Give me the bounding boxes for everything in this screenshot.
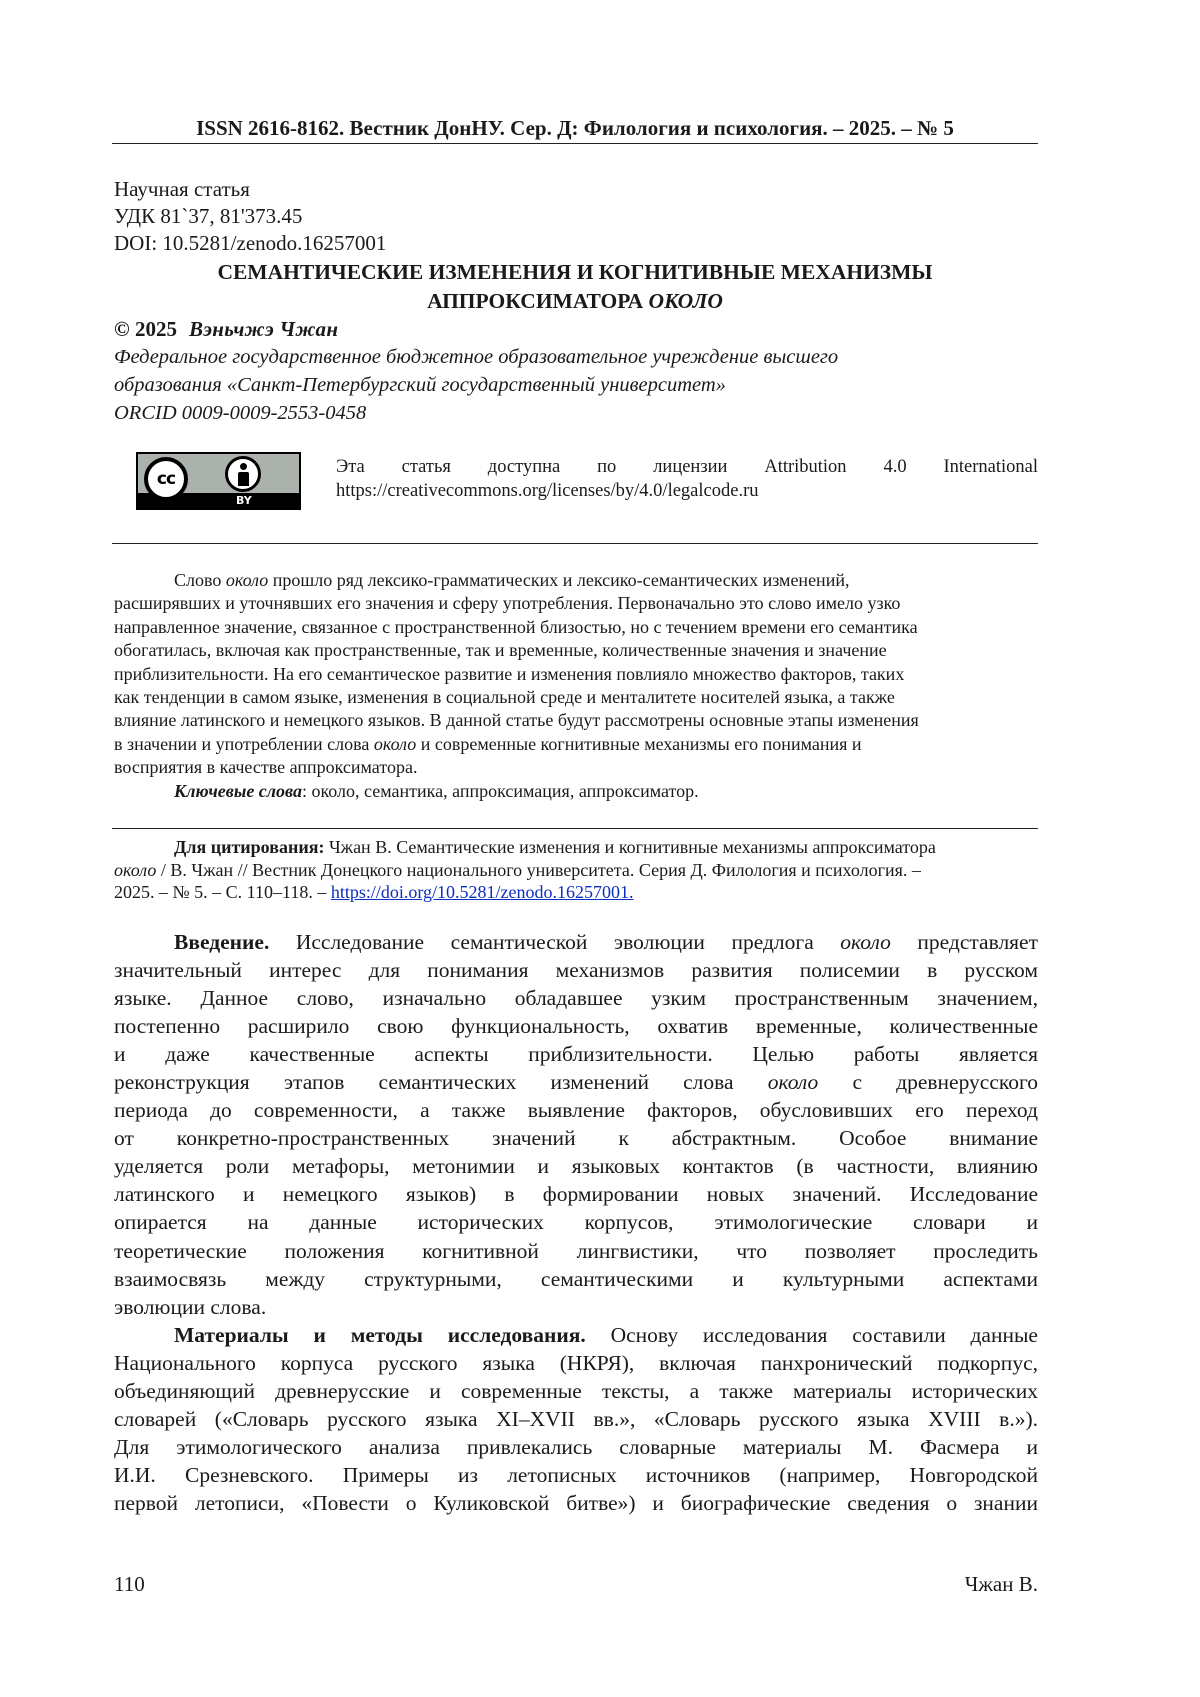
cc-icon: cc xyxy=(144,457,188,501)
abstract-line xyxy=(114,733,1038,756)
page-number: 110 xyxy=(114,1572,145,1596)
cc-by-license-badge xyxy=(136,452,301,510)
body-line: языке. Данное слово, изначально обладавшее узким пространственным значением, xyxy=(114,986,1038,1011)
body-line: и даже качественные аспекты приблизительности. Целью работы является xyxy=(114,1042,1038,1067)
abstract-line: как тенденции в самом языке, изменения в социальной среде и менталитете носителей языка, а также xyxy=(114,687,895,708)
abstract-line: влияние латинского и немецкого языков. В данной статье будут рассмотрены основные этапы изменения xyxy=(114,710,919,731)
citation-text: 2025. – № 5. – С. 110–118. – xyxy=(114,882,331,903)
citation-text: / В. Чжан // Вестник Донецкого национального университета. Серия Д. Филология и психология. – xyxy=(156,859,921,880)
body-line: периода до современности, а также выявление факторов, обусловивших его переход xyxy=(114,1098,1038,1123)
body-italic-word: около xyxy=(767,1070,819,1095)
body-line: теоретические положения когнитивной лингвистики, что позволяет проследить xyxy=(114,1238,1038,1263)
body-line xyxy=(114,1321,1038,1349)
person-head xyxy=(240,463,247,470)
citation-block xyxy=(114,836,1038,904)
body-line: первой летописи, «Повести о Куликовской битве») и биографические сведения о знании xyxy=(114,1490,1038,1515)
body-line: взаимосвязь между структурными, семантическими и культурными аспектами xyxy=(114,1266,1038,1291)
body-line: от конкретно-пространственных значений к абстрактным. Особое внимание xyxy=(114,1126,1038,1151)
keywords-text: : около, семантика, аппроксимация, аппроксиматор. xyxy=(301,780,699,801)
body-line: словарей («Словарь русского языка XI–XVII вв.», «Словарь русского языка XVIII в.»). xyxy=(114,1406,1038,1431)
abstract-italic-word: около xyxy=(225,570,269,590)
body-line: латинского и немецкого языков) в формировании новых значений. Исследование xyxy=(114,1182,1038,1207)
title-line-2 xyxy=(112,287,1038,316)
body-text: Исследование семантической эволюции предлога xyxy=(269,930,841,954)
citation-italic-word: около xyxy=(114,859,157,880)
abstract-text: и современные когнитивные механизмы его понимания и xyxy=(416,733,862,754)
title-line-2-text: АППРОКСИМАТОРА xyxy=(427,289,649,313)
citation-line xyxy=(114,836,1038,859)
body-text: с древнерусского xyxy=(818,1070,1039,1095)
abstract-line: восприятия в качестве аппроксиматора. xyxy=(114,757,418,778)
abstract-text: прошло ряд лексико-грамматических и лексико-семантических изменений, xyxy=(268,570,850,590)
footer-author: Чжан В. xyxy=(964,1572,1038,1596)
body-text: Основу исследования составили данные xyxy=(585,1322,1038,1347)
license-url: https://creativecommons.org/licenses/by/4.0/legalcode.ru xyxy=(336,481,759,501)
citation-text: Чжан В. Семантические изменения и когнитивные механизмы аппроксиматора xyxy=(324,837,936,857)
section-heading-methods: Материалы и методы исследования. xyxy=(174,1322,586,1347)
copyright-year: © 2025 xyxy=(114,317,177,341)
doi-link[interactable]: https://doi.org/10.5281/zenodo.16257001. xyxy=(330,882,634,903)
by-label: BY xyxy=(236,494,252,507)
body-line: опирается на данные исторических корпусов, этимологические словари и xyxy=(114,1210,1038,1235)
citation-top-divider xyxy=(112,828,1038,829)
header-divider xyxy=(112,143,1038,144)
abstract-line xyxy=(114,569,1038,592)
abstract-line: приблизительности. На его семантическое развитие и изменения повлияло множество факторов, таких xyxy=(114,663,905,684)
abstract-italic-word: около xyxy=(373,733,417,754)
article-meta xyxy=(114,176,386,257)
abstract-line: направленное значение, связанное с пространственной близостью, но с течением времени его семантика xyxy=(114,616,918,637)
person-body xyxy=(238,472,249,486)
abstract xyxy=(114,569,1038,803)
body-line xyxy=(114,928,1038,956)
license-statement xyxy=(336,455,1038,503)
affiliation-line-1: Федеральное государственное бюджетное образовательное учреждение высшего xyxy=(114,346,839,368)
body-line xyxy=(114,1068,1038,1096)
abstract-line: обогатилась, включая как пространственные, так и временные, количественные значения и значение xyxy=(114,640,887,661)
author-line xyxy=(114,315,338,343)
body-line: Национального корпуса русского языка (НКРЯ), включая панхронический подкорпус, xyxy=(114,1350,1038,1375)
body-text: представляет xyxy=(890,930,1038,954)
affiliation-line-2: образования «Санкт-Петербургский государственный университет» xyxy=(114,374,726,396)
body-line: И.И. Срезневского. Примеры из летописных источников (например, Новгородской xyxy=(114,1462,1038,1487)
abstract-top-divider xyxy=(112,543,1038,544)
abstract-text: в значении и употреблении слова xyxy=(114,733,374,754)
article-body xyxy=(114,928,1038,1517)
orcid: ORCID 0009-0009-2553-0458 xyxy=(114,402,367,424)
citation-label: Для цитирования: xyxy=(174,837,325,857)
license-text-line-1: Эта статья доступна по лицензии Attribution 4.0 International xyxy=(336,457,1038,477)
citation-line xyxy=(114,859,1038,882)
body-line: объединяющий древнерусские и современные тексты, а также материалы исторических xyxy=(114,1378,1038,1403)
citation-line xyxy=(114,881,1038,904)
attribution-person-icon xyxy=(225,456,261,492)
author-name: Вэньчжэ Чжан xyxy=(188,317,339,341)
body-line: Для этимологического анализа привлекались словарные материалы М. Фасмера и xyxy=(114,1434,1038,1459)
affiliation xyxy=(114,343,1038,427)
body-line: постепенно расширило свою функциональность, охватив временные, количественные xyxy=(114,1014,1038,1039)
abstract-text: Слово xyxy=(174,570,226,590)
body-line: эволюции слова. xyxy=(114,1294,267,1319)
article-type: Научная статья xyxy=(114,177,250,201)
body-line: значительный интерес для понимания механизмов развития полисемии в русском xyxy=(114,958,1038,983)
keywords-label: Ключевые слова xyxy=(174,780,302,801)
body-italic-word: около xyxy=(840,930,891,954)
body-line: уделяется роли метафоры, метонимии и языковых контактов (в частности, влиянию xyxy=(114,1154,1038,1179)
udk-code: УДК 81`37, 81'373.45 xyxy=(114,204,303,228)
abstract-line: расширявших и уточнявших его значения и сферу употребления. Первоначально это слово имело узко xyxy=(114,593,901,614)
article-title xyxy=(112,258,1038,316)
body-text: реконструкция этапов семантических изменений слова xyxy=(114,1070,768,1095)
running-header: ISSN 2616-8162. Вестник ДонНУ. Сер. Д: Филология и психология. – 2025. – № 5 xyxy=(196,116,954,140)
section-heading-intro: Введение. xyxy=(174,930,270,954)
keywords-line xyxy=(114,780,1038,803)
doi: DOI: 10.5281/zenodo.16257001 xyxy=(114,231,387,255)
title-line-1: СЕМАНТИЧЕСКИЕ ИЗМЕНЕНИЯ И КОГНИТИВНЫЕ МЕХАНИЗМЫ xyxy=(217,260,933,284)
title-line-2-italic: ОКОЛО xyxy=(648,289,723,313)
